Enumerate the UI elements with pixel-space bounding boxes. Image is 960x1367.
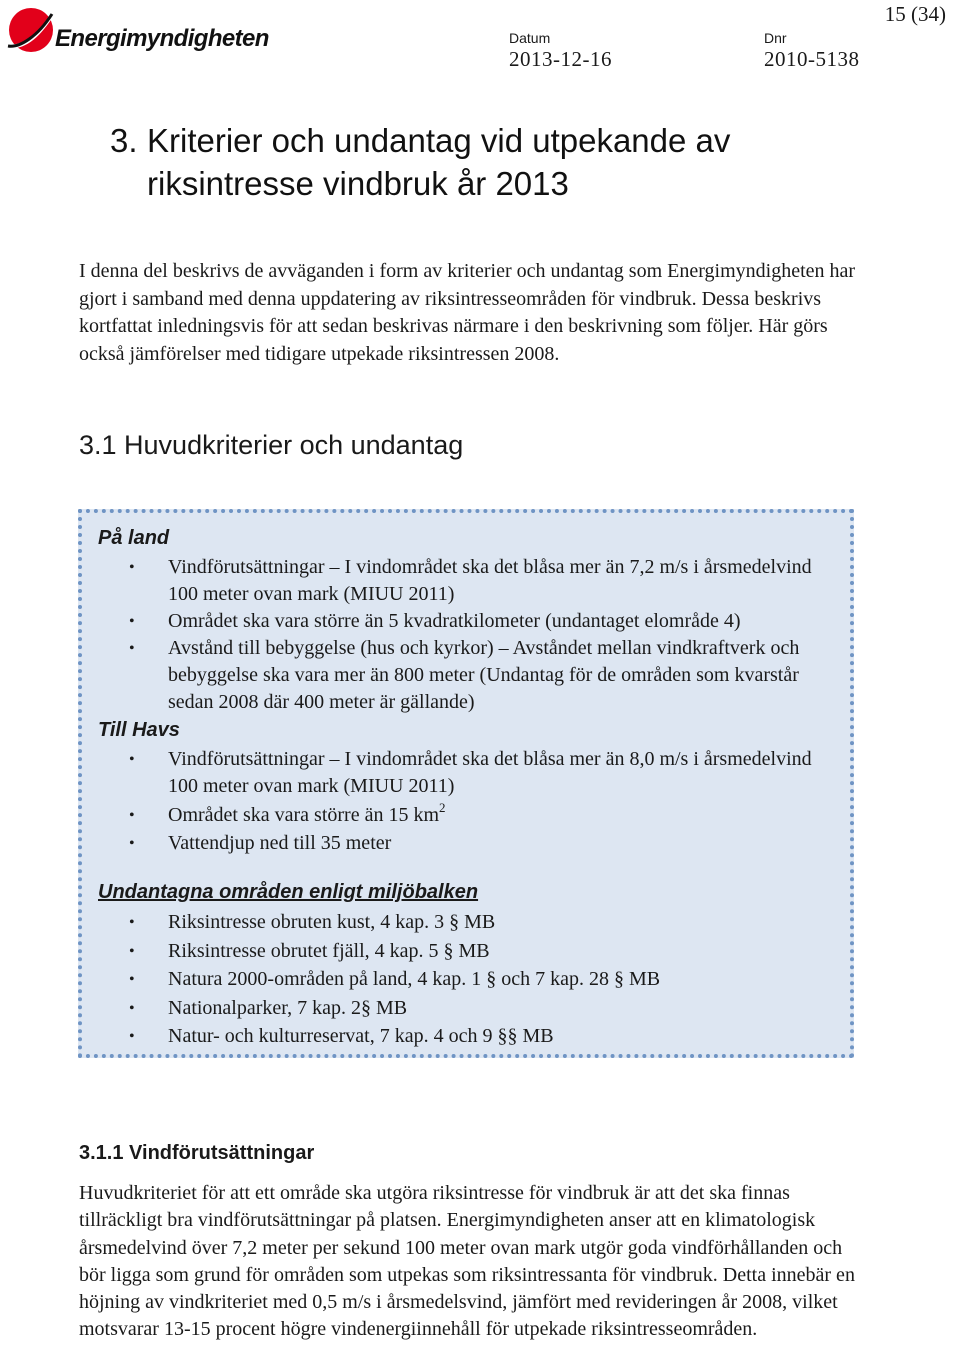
list-item [82, 995, 838, 1022]
bullet-icon: • [129, 999, 135, 1017]
date-block [509, 30, 612, 72]
chapter-title-line1: Kriterier och undantag vid utpekande av [147, 122, 731, 159]
bullet-icon: • [129, 806, 135, 824]
chapter-title-line2: riksintresse vindbruk år 2013 [147, 165, 569, 202]
land-criteria-list [82, 554, 838, 716]
list-item-text: Nationalparker, 7 kap. 2§ MB [168, 996, 408, 1019]
list-item [82, 554, 838, 608]
bullet-icon: • [129, 1028, 135, 1045]
energimyndigheten-logo-icon [4, 2, 62, 60]
bullet-icon: • [129, 751, 135, 768]
list-item-text: Området ska vara större än 15 km [168, 803, 440, 826]
subsection-title: 3.1.1 Vindförutsättningar [79, 1142, 315, 1164]
havs-criteria-list [82, 746, 838, 859]
list-item-text: Vattendjup ned till 35 meter [168, 832, 392, 854]
date-label: Datum [509, 30, 551, 46]
bullet-icon: • [129, 835, 135, 852]
list-item [82, 938, 838, 965]
list-item-text: Riksintresse obrutet fjäll, 4 kap. 5 § MB [168, 939, 490, 962]
bullet-icon: • [129, 971, 135, 988]
date-value: 2013-12-16 [509, 47, 612, 71]
list-item [82, 746, 838, 800]
list-item-text: Natura 2000-områden på land, 4 kap. 1 § och 7 kap. 28 § MB [168, 968, 661, 990]
dnr-label: Dnr [764, 30, 787, 46]
list-item-text: Vindförutsättningar – I vindområdet ska det blåsa mer än 7,2 m/s i årsmedelvind 100 meter ovan mark (MIUU 2011) [168, 556, 812, 605]
list-item-text: Riksintresse obruten kust, 4 kap. 3 § MB [168, 911, 496, 933]
undantag-heading: Undantagna områden enligt miljöbalken [98, 881, 479, 903]
logo [4, 2, 269, 62]
list-item [82, 909, 838, 936]
land-heading: På land [98, 527, 170, 549]
bullet-icon: • [129, 559, 135, 576]
list-item [82, 1023, 838, 1050]
list-item [82, 635, 838, 716]
bullet-icon: • [129, 942, 135, 960]
list-item-text: Området ska vara större än 5 kvadratkilometer (undantaget elområde 4) [168, 610, 741, 632]
list-item-text: Avstånd till bebyggelse (hus och kyrkor) – Avståndet mellan vindkraftverk och bebyggelse ska vara mer än 800 meter (Undantag för de områden som kvarstår sedan 2008 där 400 meter är gällande) [168, 637, 800, 713]
list-item [82, 966, 838, 993]
chapter-title [110, 119, 730, 205]
superscript: 2 [439, 799, 446, 815]
chapter-number: 3. [110, 122, 138, 159]
bullet-icon: • [129, 914, 135, 931]
page-number: 15 (34) [884, 2, 946, 26]
bullet-icon: • [129, 640, 135, 657]
dnr-block [764, 30, 860, 72]
section-title: 3.1 Huvudkriterier och undantag [79, 430, 464, 460]
criteria-box [78, 509, 854, 1058]
intro-paragraph: I denna del beskrivs de avväganden i form av kriterier och undantag som Energimyndigheten har gjort i samband med denna uppdatering av riksintresseområden för vindbruk. Dessa beskrivs kortfattat inledningsvis för att sedan beskrivas närmare i den beskrivning som följer. Här görs också jämförelser med tidigare utpekade riksintressen 2008. [79, 260, 856, 365]
undantag-list [82, 909, 838, 1052]
bullet-icon: • [129, 613, 135, 630]
list-item-text: Vindförutsättningar – I vindområdet ska det blåsa mer än 8,0 m/s i årsmedelvind 100 meter ovan mark (MIUU 2011) [168, 748, 812, 797]
havs-heading: Till Havs [98, 719, 180, 741]
list-item-text: Natur- och kulturreservat, 7 kap. 4 och 9 §§ MB [168, 1025, 554, 1047]
list-item [82, 799, 838, 829]
dnr-value: 2010-5138 [764, 47, 860, 71]
subsection-paragraph: Huvudkriteriet för att ett område ska utgöra riksintresse för vindbruk är att det ska finnas tillräckligt bra vindförutsättningar på platsen. Energimyndigheten anser att en klimatologisk årsmedelvind över 7,2 meter per sekund 100 meter ovan mark utgör goda vindförhållanden och bör ligga som grund för områden som utpekas som riksintressanta för vindbruk. Detta innebär en höjning av vindkriteriet med 0,5 m/s i årsmedelsvind, jämfört med revideringen år 2008, vilket motsvarar 13-15 procent högre vindenergiinnehåll för utpekade riksintresseområden. [79, 1182, 855, 1341]
logo-text: Energimyndigheten [55, 25, 269, 52]
list-item [82, 830, 838, 857]
list-item [82, 608, 838, 635]
